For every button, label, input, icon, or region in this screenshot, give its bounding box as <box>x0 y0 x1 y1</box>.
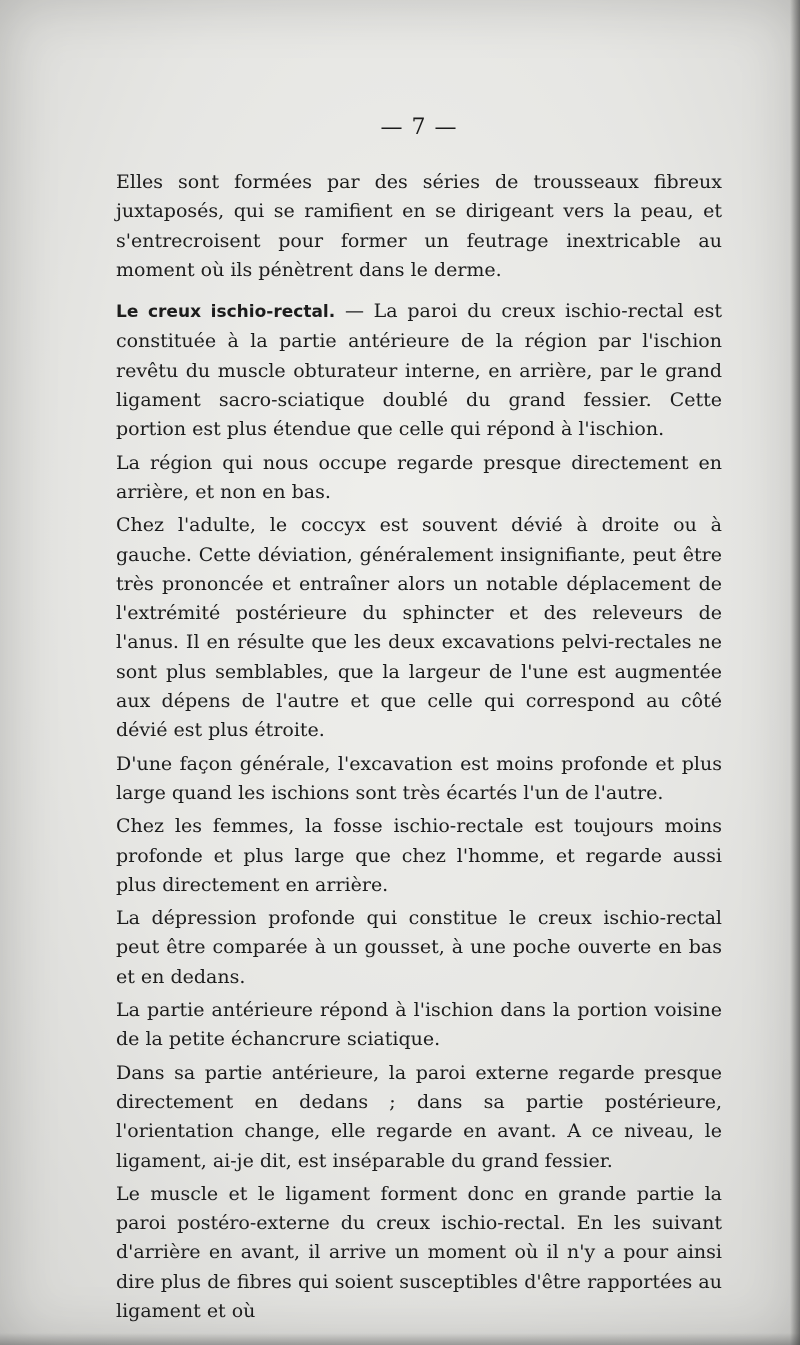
page-right-shadow <box>790 0 800 1345</box>
paragraph-5-text: D'une façon générale, l'excavation est moins profonde et plus large quand les ischions sont très écartés l'un de l'autre. <box>116 752 722 804</box>
paragraph-10-text: Le muscle et le ligament forment donc en grande partie la paroi postéro-externe du creux ischio-rectal. En les suivant d'arrière en avant, il arrive un moment où il n'y a pour ainsi dire plus de fibres qui soient susceptibles d'être rapportées au ligament et où <box>116 1182 722 1322</box>
paragraph-3 <box>116 449 722 508</box>
page-bottom-shadow <box>0 1333 800 1345</box>
paragraph-8 <box>116 996 722 1055</box>
paragraph-3-text: La région qui nous occupe regarde presque directement en arrière, et non en bas. <box>116 451 722 503</box>
page-number: — 7 — <box>380 115 458 140</box>
paragraph-10 <box>116 1180 722 1326</box>
page-text-block <box>116 108 722 1326</box>
paragraph-9-text: Dans sa partie antérieure, la paroi externe regarde presque directement en dedans ; dans sa partie postérieure, l'orientation change, elle regarde en avant. A ce niveau, le ligament, ai-je dit, est inséparable du grand fessier. <box>116 1061 722 1172</box>
paragraph-4-text: Chez l'adulte, le coccyx est souvent dévié à droite ou à gauche. Cette déviation, généralement insignifiante, peut être très prononcée et entraîner alors un notable déplacement de l'extrémité postérieure du sphincter et des releveurs de l'anus. Il en résulte que les deux excavations pelvi-rectales ne sont plus semblables, que la largeur de l'une est augmentée aux dépens de l'autre et que celle qui correspond au côté dévié est plus étroite. <box>116 514 722 742</box>
paragraph-7-text: La dépression profonde qui constitue le creux ischio-rectal peut être comparée à un gousset, à une poche ouverte en bas et en dedans. <box>116 907 722 988</box>
paragraph-9 <box>116 1059 722 1176</box>
paragraph-7 <box>116 904 722 992</box>
paragraph-6-text: Chez les femmes, la fosse ischio-rectale est toujours moins profonde et plus large que chez l'homme, et regarde aussi plus directement en arrière. <box>116 815 722 896</box>
paragraph-6 <box>116 812 722 900</box>
section-heading: Le creux ischio-rectal. <box>116 302 336 323</box>
paragraph-1 <box>116 168 722 285</box>
paragraph-8-text: La partie antérieure répond à l'ischion dans la portion voisine de la petite échancrure sciatique. <box>116 999 722 1051</box>
paragraph-2 <box>116 297 722 444</box>
paragraph-2-text: — La paroi du creux ischio-rectal est constituée à la partie antérieure de la région par l'ischion revêtu du muscle obturateur interne, en arrière, par le grand ligament sacro-sciatique doublé du grand fessier. Cette portion est plus étendue que celle qui répond à l'ischion. <box>116 300 722 441</box>
paragraph-4 <box>116 511 722 745</box>
paragraph-5 <box>116 750 722 809</box>
paragraph-1-text: Elles sont formées par des séries de trousseaux fibreux juxtaposés, qui se ramifient en se dirigeant vers la peau, et s'entrecroisent pour former un feutrage inextricable au moment où ils pénètrent dans le derme. <box>116 171 722 281</box>
